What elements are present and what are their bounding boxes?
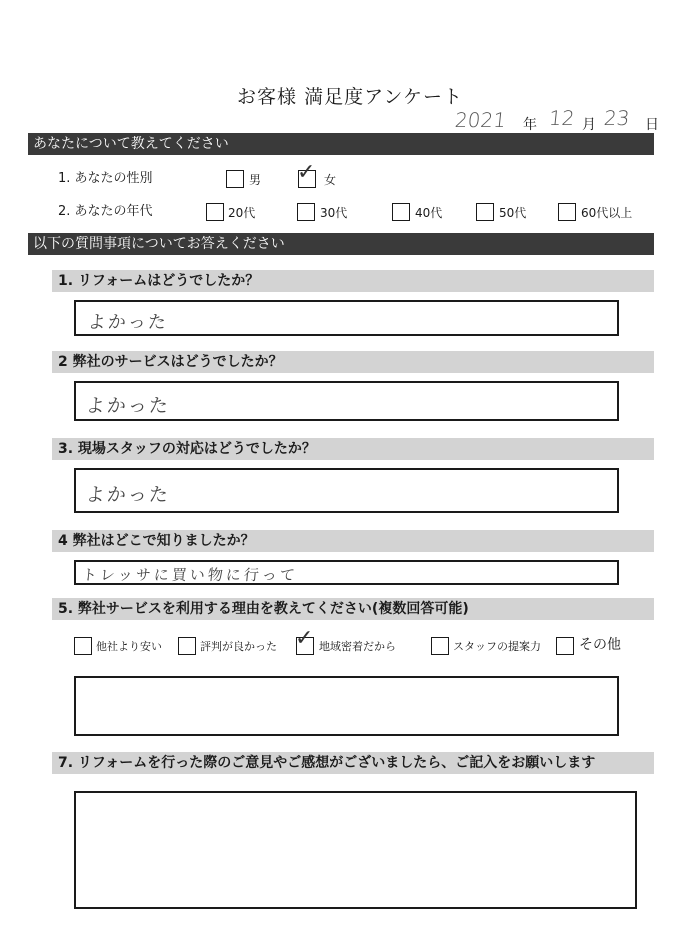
reason-staff-checkbox[interactable] <box>431 637 449 655</box>
reason-local-label: 地域密着だから <box>319 640 396 653</box>
reason-other-label: その他 <box>579 637 621 653</box>
question-1-label: 1. リフォームはどうでしたか？ <box>52 270 654 292</box>
reason-other-checkbox[interactable] <box>556 637 574 655</box>
question-2-answer: よかった <box>84 395 171 417</box>
question-4-answer-box[interactable] <box>74 560 619 585</box>
check-mark-icon: ✓ <box>297 160 316 185</box>
date-day: 23 <box>602 106 631 130</box>
question-2-answer-box[interactable] <box>74 381 619 421</box>
question-3-answer: よかった <box>84 484 171 506</box>
date-year-unit: 年 <box>523 117 537 133</box>
gender-label: 1. あなたの性別 <box>58 171 153 186</box>
age-20s-label: 20代 <box>228 206 256 220</box>
age-30s-checkbox[interactable] <box>297 203 315 221</box>
question-1-answer-box[interactable] <box>74 300 619 336</box>
question-5-answer-box[interactable] <box>74 676 619 736</box>
question-4-label: 4 弊社はどこで知りましたか？ <box>52 530 654 552</box>
gender-male-label: 男 <box>249 173 262 187</box>
date-month-unit: 月 <box>582 117 596 133</box>
check-mark-icon: ✓ <box>295 626 314 651</box>
age-40s-checkbox[interactable] <box>392 203 410 221</box>
question-3-answer-box[interactable] <box>74 468 619 513</box>
reason-reputation-label: 評判が良かった <box>200 640 277 653</box>
reason-staff-label: スタッフの提案力 <box>453 640 541 653</box>
age-30s-label: 30代 <box>320 206 348 220</box>
age-label: 2. あなたの年代 <box>58 204 153 219</box>
reason-cheaper-checkbox[interactable] <box>74 637 92 655</box>
age-60s-checkbox[interactable] <box>558 203 576 221</box>
question-7-answer-box[interactable] <box>74 791 637 909</box>
question-1-answer: よかった <box>86 312 169 333</box>
gender-female-label: 女 <box>324 173 337 187</box>
reason-reputation-checkbox[interactable] <box>178 637 196 655</box>
age-20s-checkbox[interactable] <box>206 203 224 221</box>
date-day-unit: 日 <box>645 117 659 133</box>
gender-male-checkbox[interactable] <box>226 170 244 188</box>
question-2-label: 2 弊社のサービスはどうでしたか？ <box>52 351 654 373</box>
reason-cheaper-label: 他社より安い <box>96 640 162 653</box>
age-50s-label: 50代 <box>499 206 527 220</box>
age-60s-label: 60代以上 <box>581 206 633 220</box>
section-header-about-you: あなたについて教えてください <box>28 133 654 155</box>
question-7-label: 7. リフォームを行った際のご意見やご感想がございましたら、ご記入をお願いします <box>52 752 654 774</box>
date-month: 12 <box>547 106 576 130</box>
age-40s-label: 40代 <box>415 206 443 220</box>
question-4-answer: トレッサに買い物に行って <box>81 566 299 584</box>
age-50s-checkbox[interactable] <box>476 203 494 221</box>
question-3-label: 3. 現場スタッフの対応はどうでしたか？ <box>52 438 654 460</box>
date-year: 2021 <box>453 108 508 132</box>
page-title: お客様 満足度アンケート <box>237 86 463 108</box>
question-5-label: 5. 弊社サービスを利用する理由を教えてください(複数回答可能) <box>52 598 654 620</box>
section-header-questions: 以下の質問事項についてお答えください <box>28 233 654 255</box>
